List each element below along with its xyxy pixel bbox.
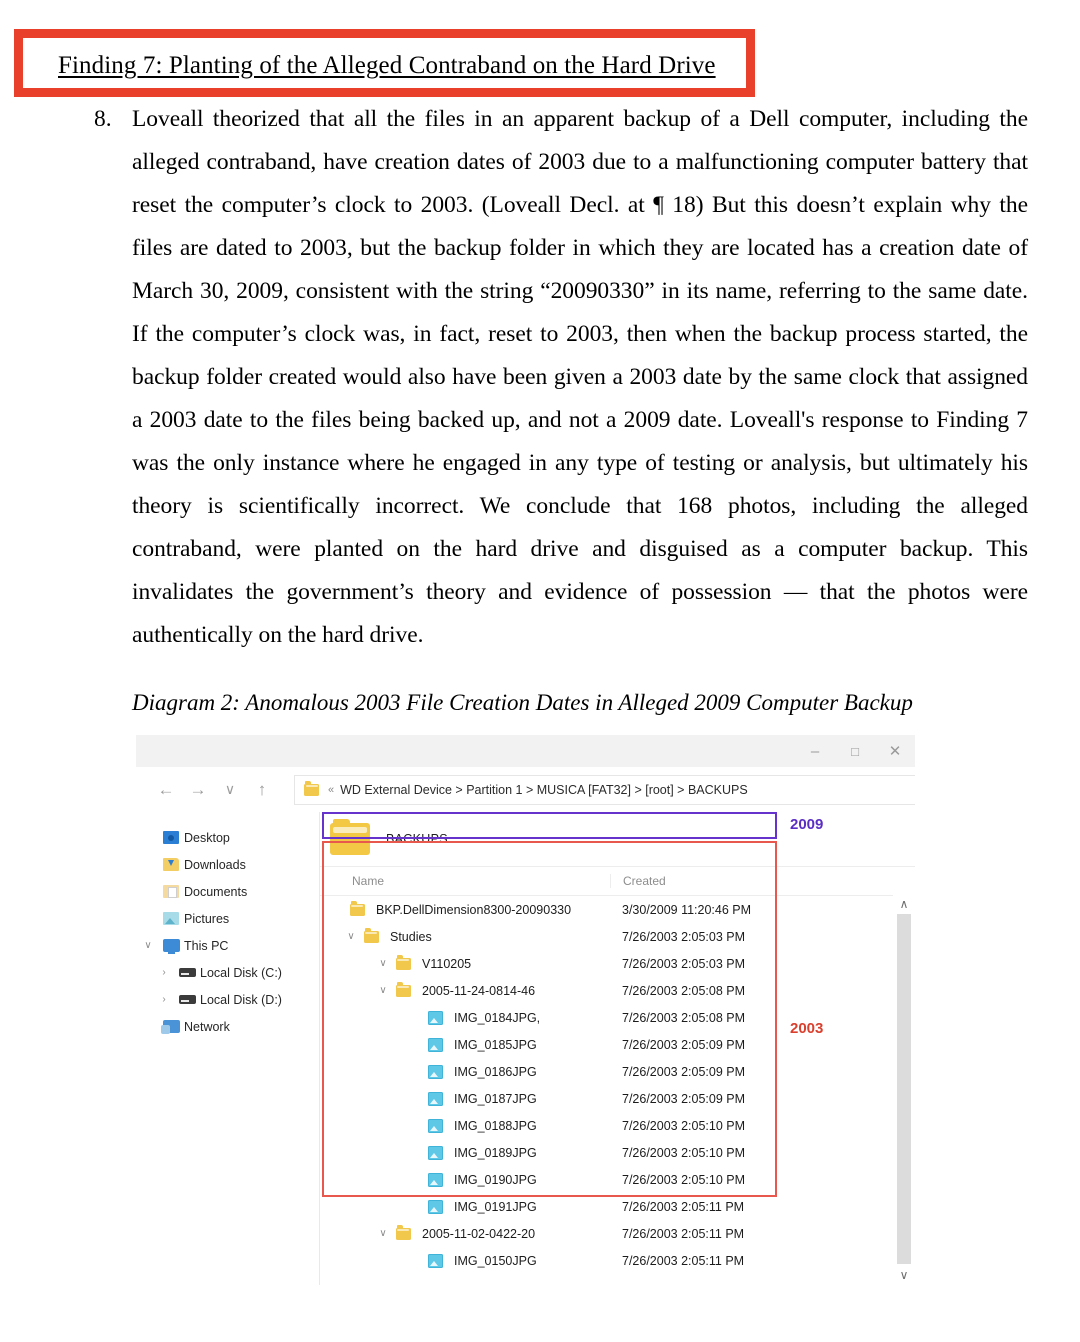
file-created-cell: 7/26/2003 2:05:08 PM bbox=[622, 1010, 746, 1025]
image-file-icon bbox=[424, 1119, 446, 1133]
file-created-cell: 3/30/2009 11:20:46 PM bbox=[622, 902, 752, 917]
chevron-down-icon[interactable]: ∨ bbox=[347, 930, 355, 942]
image-file-icon bbox=[424, 1092, 446, 1106]
image-file-icon bbox=[424, 1011, 446, 1025]
sidebar-item-documents[interactable] bbox=[136, 878, 319, 905]
annotation-label-2003: 2003 bbox=[790, 1020, 824, 1037]
file-explorer-window bbox=[136, 735, 915, 1285]
file-name-cell bbox=[320, 1065, 610, 1079]
file-name-label: IMG_0150JPG bbox=[454, 1253, 537, 1268]
annotation-label-2009: 2009 bbox=[790, 816, 824, 833]
file-name-cell bbox=[320, 1092, 610, 1106]
image-file-icon bbox=[424, 1173, 446, 1187]
table-row[interactable] bbox=[320, 896, 915, 923]
sidebar-item-label: Local Disk (C:) bbox=[200, 965, 282, 980]
table-row[interactable] bbox=[320, 1139, 915, 1166]
this-pc-icon bbox=[158, 939, 184, 952]
file-name-label: IMG_0190JPG bbox=[454, 1172, 537, 1187]
paragraph-text: Loveall theorized that all the files in an apparent backup of a Dell computer, including the alleged contraband, have creation dates of 2003 due to a malfunctioning computer battery that reset the computer’s clock to 2003. (Loveall Decl. at ¶ 18) But this doesn’t explain why the files are dated to 2003, but the backup folder in which they are located has a creation date of March 30, 2009, consistent with the string “20090330” in its name, referring to the same date. If the computer’s clock was, in fact, reset to 2003, then when the backup process started, the backup folder created would also have been given a 2003 date by the same clock that assigned a 2003 date to the files being backed up, and not a 2009 date. Loveall's response to Finding 7 was the only instance where he engaged in any type of testing or analysis, but ultimately his theory is scientifically incorrect. We conclude that 168 photos, including the alleged contraband, were planted on the hard drive and disguised as a computer backup. This invalidates the government’s theory and evidence of possession — that the photos were authentically on the hard drive. bbox=[132, 106, 1028, 648]
chevron-down-icon[interactable]: ∨ bbox=[379, 957, 387, 969]
file-name-cell bbox=[320, 1146, 610, 1160]
pictures-icon bbox=[158, 912, 184, 925]
file-name-label: 2005-11-02-0422-20 bbox=[422, 1226, 536, 1241]
folder-icon bbox=[392, 1228, 414, 1240]
current-folder-name: BACKUPS bbox=[386, 832, 448, 846]
table-row[interactable] bbox=[320, 1085, 915, 1112]
chevron-down-icon[interactable]: ∨ bbox=[379, 984, 387, 996]
page-title: Finding 7: Planting of the Alleged Contraband on the Hard Drive bbox=[58, 52, 716, 79]
file-name-cell bbox=[320, 1173, 610, 1187]
image-file-icon bbox=[424, 1065, 446, 1079]
file-name-cell bbox=[320, 903, 610, 917]
file-created-cell: 7/26/2003 2:05:09 PM bbox=[622, 1064, 746, 1079]
file-name-label: V110205 bbox=[422, 956, 472, 971]
column-header-name[interactable]: Name bbox=[352, 874, 385, 888]
documents-icon bbox=[158, 885, 184, 898]
folder-icon bbox=[330, 823, 370, 855]
file-name-cell bbox=[320, 957, 610, 971]
maximize-icon[interactable]: □ bbox=[851, 743, 859, 759]
sidebar-item-label: Downloads bbox=[184, 857, 246, 872]
sidebar-item-pictures[interactable] bbox=[136, 905, 319, 932]
file-name-label: IMG_0185JPG bbox=[454, 1037, 537, 1052]
back-arrow-icon[interactable]: ← bbox=[157, 779, 175, 799]
address-folder-icon bbox=[304, 784, 319, 796]
vertical-scrollbar[interactable] bbox=[893, 894, 915, 1285]
sidebar-item-label: Local Disk (D:) bbox=[200, 992, 282, 1007]
file-name-cell bbox=[320, 1227, 610, 1241]
image-file-icon bbox=[424, 1200, 446, 1214]
file-name-cell bbox=[320, 1119, 610, 1133]
file-name-label: IMG_0184JPG, bbox=[454, 1010, 541, 1025]
explorer-body bbox=[136, 812, 915, 1285]
scroll-up-icon[interactable]: ∧ bbox=[899, 897, 909, 911]
navigation-pane bbox=[136, 812, 320, 1285]
chevron-right-icon[interactable]: › bbox=[162, 966, 166, 978]
file-created-cell: 7/26/2003 2:05:11 PM bbox=[622, 1226, 745, 1241]
sidebar-item-network[interactable] bbox=[136, 1013, 319, 1040]
chevron-right-icon[interactable]: › bbox=[162, 993, 166, 1005]
table-row[interactable] bbox=[320, 1058, 915, 1085]
sidebar-item-local-disk-d[interactable] bbox=[136, 986, 319, 1013]
folder-icon bbox=[346, 904, 368, 916]
image-file-icon bbox=[424, 1038, 446, 1052]
navigation-bar bbox=[136, 767, 915, 812]
chevron-down-icon[interactable]: ∨ bbox=[379, 1227, 387, 1239]
disk-icon bbox=[174, 968, 200, 977]
image-file-icon bbox=[424, 1146, 446, 1160]
table-row[interactable] bbox=[320, 977, 915, 1004]
file-name-label: IMG_0186JPG bbox=[454, 1064, 537, 1079]
file-name-label: Studies bbox=[390, 929, 432, 944]
file-created-cell: 7/26/2003 2:05:10 PM bbox=[622, 1145, 746, 1160]
diagram-caption: Diagram 2: Anomalous 2003 File Creation Dates in Alleged 2009 Computer Backup bbox=[132, 690, 913, 715]
address-overflow-icon[interactable]: « bbox=[328, 783, 335, 796]
sidebar-item-label: Pictures bbox=[184, 911, 230, 926]
folder-icon bbox=[360, 931, 382, 943]
file-created-cell: 7/26/2003 2:05:03 PM bbox=[622, 956, 746, 971]
table-row[interactable] bbox=[320, 1031, 915, 1058]
scrollbar-track[interactable] bbox=[897, 914, 911, 1265]
file-name-label: IMG_0191JPG bbox=[454, 1199, 537, 1214]
file-name-label: IMG_0189JPG bbox=[454, 1145, 537, 1160]
file-created-cell: 7/26/2003 2:05:11 PM bbox=[622, 1253, 745, 1268]
sidebar-item-label: Documents bbox=[184, 884, 248, 899]
file-list-pane bbox=[320, 812, 915, 1285]
paragraph-block bbox=[88, 98, 1028, 657]
table-row[interactable] bbox=[320, 950, 915, 977]
forward-arrow-icon[interactable]: → bbox=[189, 779, 207, 799]
file-name-cell bbox=[320, 1011, 610, 1025]
recent-locations-chevron-down-icon[interactable]: ∨ bbox=[224, 781, 236, 797]
folder-icon bbox=[392, 985, 414, 997]
paragraph-number: 8. bbox=[94, 106, 112, 132]
column-headers bbox=[320, 866, 915, 896]
sidebar-item-label: This PC bbox=[184, 938, 229, 953]
table-row[interactable] bbox=[320, 1193, 915, 1220]
file-created-cell: 7/26/2003 2:05:09 PM bbox=[622, 1091, 746, 1106]
table-row[interactable] bbox=[320, 1247, 915, 1274]
sidebar-item-downloads[interactable] bbox=[136, 851, 319, 878]
sidebar-item-local-disk-c[interactable] bbox=[136, 959, 319, 986]
folder-icon bbox=[392, 958, 414, 970]
chevron-down-icon[interactable]: ∨ bbox=[144, 939, 152, 951]
file-created-cell: 7/26/2003 2:05:11 PM bbox=[622, 1199, 745, 1214]
desktop-icon bbox=[158, 831, 184, 844]
minimize-icon[interactable]: – bbox=[810, 742, 820, 760]
file-created-cell: 7/26/2003 2:05:09 PM bbox=[622, 1037, 746, 1052]
file-created-cell: 7/26/2003 2:05:08 PM bbox=[622, 983, 746, 998]
image-file-icon bbox=[424, 1254, 446, 1268]
file-rows bbox=[320, 896, 915, 1274]
file-created-cell: 7/26/2003 2:05:03 PM bbox=[622, 929, 746, 944]
file-name-label: IMG_0188JPG bbox=[454, 1118, 537, 1133]
scroll-down-icon[interactable]: ∨ bbox=[899, 1268, 909, 1282]
file-name-cell bbox=[320, 1200, 610, 1214]
disk-icon bbox=[174, 995, 200, 1004]
file-name-label: IMG_0187JPG bbox=[454, 1091, 537, 1106]
file-created-cell: 7/26/2003 2:05:10 PM bbox=[622, 1118, 746, 1133]
close-icon[interactable]: ✕ bbox=[888, 742, 902, 760]
file-name-cell bbox=[320, 930, 610, 944]
column-header-created[interactable]: Created bbox=[610, 874, 915, 888]
downloads-icon bbox=[158, 858, 184, 871]
sidebar-item-label: Network bbox=[184, 1019, 230, 1034]
up-arrow-icon[interactable]: ↑ bbox=[257, 779, 267, 799]
file-name-cell bbox=[320, 1038, 610, 1052]
file-name-label: BKP.DellDimension8300-20090330 bbox=[376, 902, 572, 917]
breadcrumb: WD External Device > Partition 1 > MUSICA [FAT32] > [root] > BACKUPS bbox=[340, 782, 748, 797]
table-row[interactable] bbox=[320, 1166, 915, 1193]
table-row[interactable] bbox=[320, 1004, 915, 1031]
table-row[interactable] bbox=[320, 1112, 915, 1139]
sidebar-item-this-pc[interactable] bbox=[136, 932, 319, 959]
scrollbar-thumb[interactable] bbox=[897, 914, 911, 1264]
current-folder-header bbox=[320, 812, 915, 866]
sidebar-item-desktop[interactable] bbox=[136, 824, 319, 851]
file-name-label: 2005-11-24-0814-46 bbox=[422, 983, 536, 998]
file-name-cell bbox=[320, 984, 610, 998]
file-name-cell bbox=[320, 1254, 610, 1268]
table-row[interactable] bbox=[320, 1220, 915, 1247]
network-icon bbox=[158, 1020, 184, 1033]
file-created-cell: 7/26/2003 2:05:10 PM bbox=[622, 1172, 746, 1187]
sidebar-item-label: Desktop bbox=[184, 830, 230, 845]
window-titlebar bbox=[136, 735, 915, 767]
table-row[interactable] bbox=[320, 923, 915, 950]
address-bar[interactable] bbox=[294, 775, 915, 805]
